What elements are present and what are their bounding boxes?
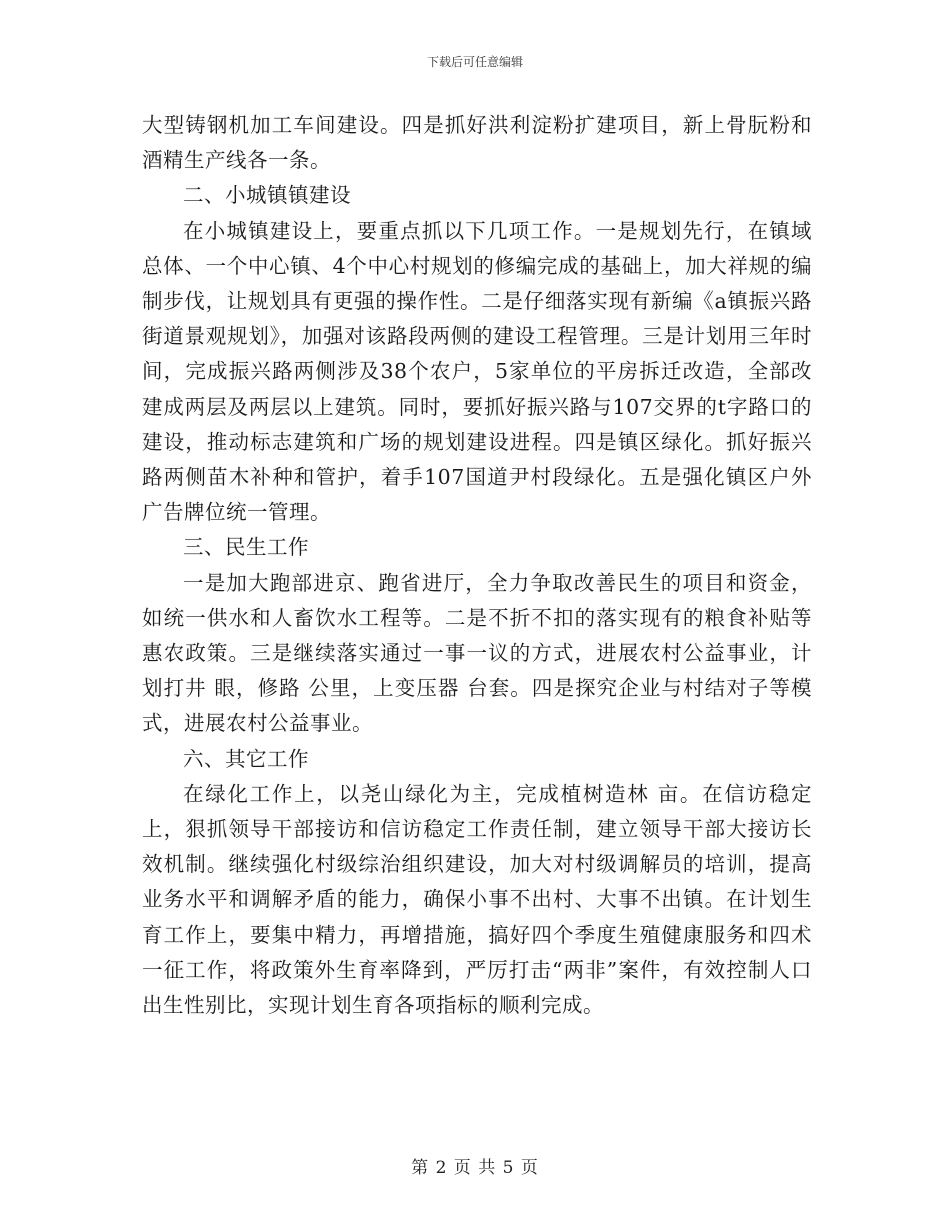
- paragraph: 在小城镇建设上，要重点抓以下几项工作。一是规划先行，在镇域总体、一个中心镇、4个中心村规划的修编完成的基础上，加大祥规的编制步伐，让规划具有更强的操作性。二是仔细落实现有新编《a镇振兴路街道景观规划》，加强对该路段两侧的建设工程管理。三是计划用三年时间，完成振兴路两侧涉及38个农户，5家单位的平房拆迁改造，全部改建成两层及两层以上建筑。同时，要抓好振兴路与107交界的t字路口的建设，推动标志建筑和广场的规划建设进程。四是镇区绿化。抓好振兴路两侧苗木补种和管护，着手107国道尹村段绿化。五是强化镇区户外广告牌位统一管理。: [142, 218, 812, 525]
- page-number: 第 2 页 共 5 页: [411, 1158, 539, 1178]
- paragraph: 大型铸钢机加工车间建设。四是抓好洪利淀粉扩建项目，新上骨朊粉和酒精生产线各一条。: [142, 113, 812, 173]
- document-body: [142, 108, 812, 1023]
- paragraph: 在绿化工作上，以尧山绿化为主，完成植树造林 亩。在信访稳定上，狠抓领导干部接访和信访稳定工作责任制，建立领导干部大接访长效机制。继续强化村级综治组织建设，加大对村级调解员的培训，提高业务水平和调解矛盾的能力，确保小事不出村、大事不出镇。在计划生育工作上，要集中精力，再增措施，搞好四个季度生殖健康服务和四术一征工作，将政策外生育率降到，严厉打击“两非”案件，有效控制人口出生性别比，实现计划生育各项指标的顺利完成。: [142, 781, 812, 1018]
- section-heading: 二、小城镇镇建设: [183, 183, 351, 208]
- section-heading: 六、其它工作: [183, 746, 309, 771]
- section-heading: 三、民生工作: [183, 535, 309, 560]
- paragraph: 一是加大跑部进京、跑省进厅，全力争取改善民生的项目和资金，如统一供水和人畜饮水工程等。二是不折不扣的落实现有的粮食补贴等惠农政策。三是继续落实通过一事一议的方式，进展农村公益事业，计划打井 眼，修路 公里，上变压器 台套。四是探究企业与村结对子等模式，进展农村公益事业。: [142, 570, 812, 736]
- page-header: 下载后可任意编辑: [426, 55, 523, 69]
